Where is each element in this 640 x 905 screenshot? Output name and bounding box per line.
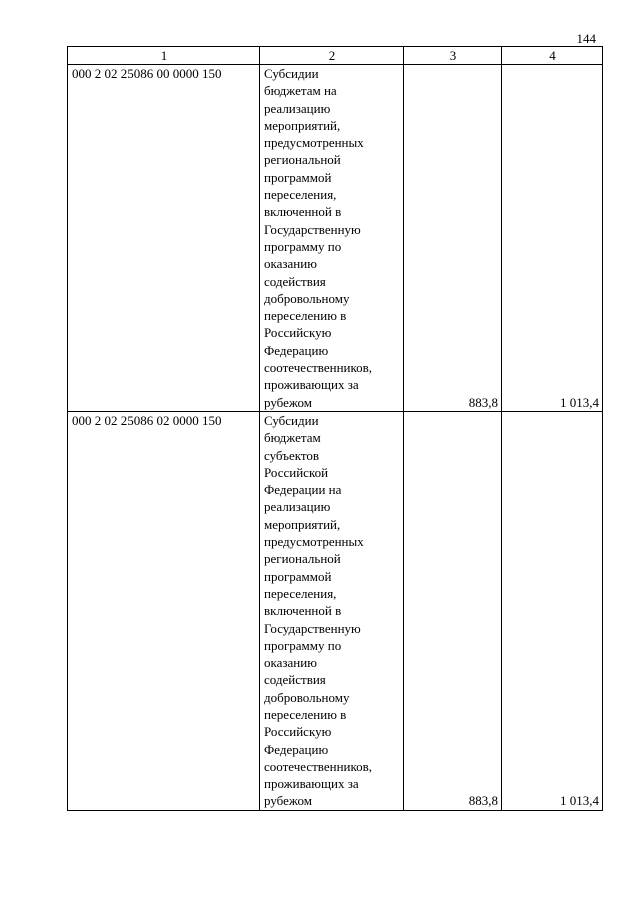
description-cell: Субсидии бюджетам субъектов Российской Федерации на реализацию мероприятий, предусмотренных региональной программой переселения, включенной в Государственную программу по оказанию содействия добровольному переселению в Российскую Федерацию соотечественников, проживающих за рубежом <box>260 411 404 810</box>
value-column-3-cell: 883,8 <box>404 411 502 810</box>
column-header-4: 4 <box>502 47 603 65</box>
column-header-3: 3 <box>404 47 502 65</box>
table-row <box>68 65 603 412</box>
value-column-4-cell: 1 013,4 <box>502 65 603 412</box>
column-header-1: 1 <box>68 47 260 65</box>
budget-table <box>67 46 603 811</box>
column-header-2: 2 <box>260 47 404 65</box>
description-cell: Субсидии бюджетам на реализацию мероприятий, предусмотренных региональной программой переселения, включенной в Государственную программу по оказанию содействия добровольному переселению в Российскую Федерацию соотечественников, проживающих за рубежом <box>260 65 404 412</box>
budget-code-cell: 000 2 02 25086 02 0000 150 <box>68 411 260 810</box>
page-number: 144 <box>576 31 596 46</box>
value-column-4-cell: 1 013,4 <box>502 411 603 810</box>
table-header-row <box>68 47 603 65</box>
budget-code-cell: 000 2 02 25086 00 0000 150 <box>68 65 260 412</box>
table-row <box>68 411 603 810</box>
value-column-3-cell: 883,8 <box>404 65 502 412</box>
